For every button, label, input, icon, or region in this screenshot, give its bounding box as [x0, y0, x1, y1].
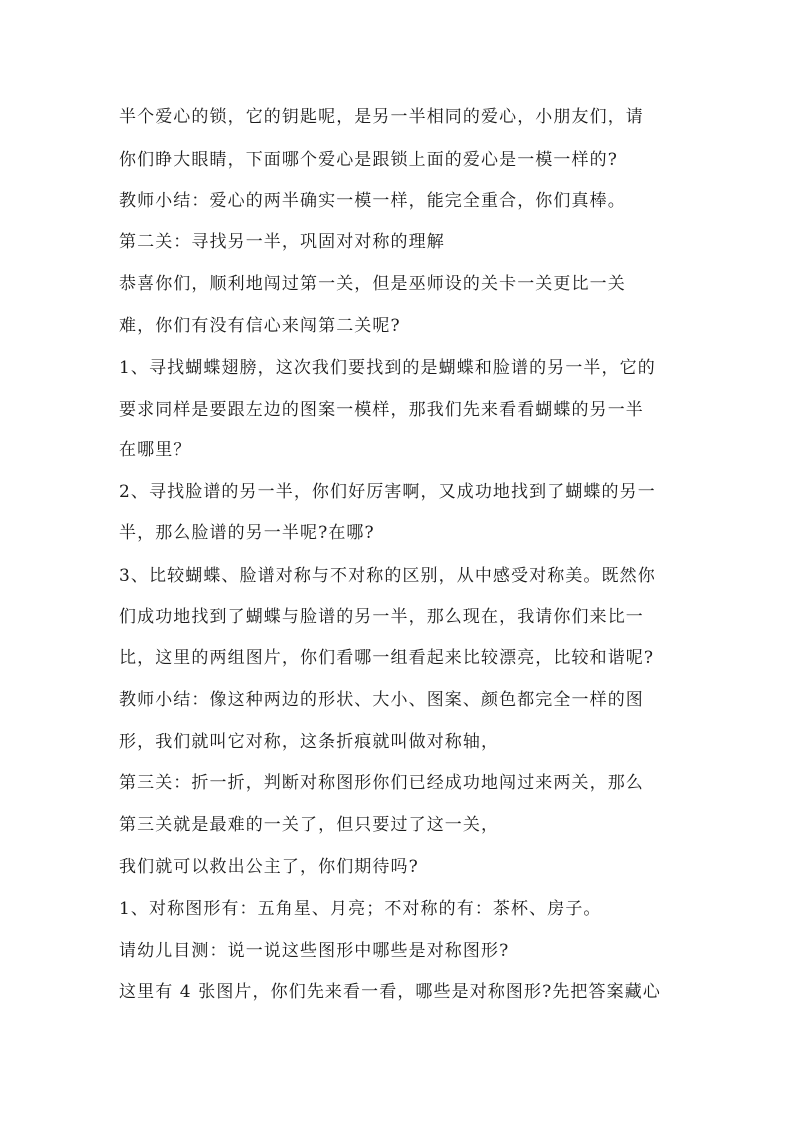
- text-line: 半，那么脸谱的另一半呢?在哪?: [119, 523, 375, 543]
- section-heading: 第三关：折一折，判断对称图形你们已经成功地闯过来两关，那么: [119, 773, 644, 793]
- text-line: 你们睁大眼睛，下面哪个爱心是跟锁上面的爱心是一模一样的?: [119, 150, 618, 170]
- text-line: 们成功地找到了蝴蝶与脸谱的另一半，那么现在，我请你们来比一: [119, 607, 644, 627]
- text-line: 这里有 4 张图片，你们先来看一看，哪些是对称图形?先把答案藏心: [119, 982, 661, 1002]
- text-line: 难，你们有没有信心来闯第二关呢?: [119, 316, 401, 336]
- text-line: 1、对称图形有：五角星、月亮；不对称的有：茶杯、房子。: [119, 899, 602, 919]
- text-line: 教师小结：爱心的两半确实一模一样，能完全重合，你们真棒。: [119, 191, 626, 211]
- text-line: 形，我们就叫它对称，这条折痕就叫做对称轴，: [119, 732, 500, 752]
- text-line: 要求同样是要跟左边的图案一模样，那我们先来看看蝴蝶的另一半: [119, 400, 644, 420]
- text-line: 我们就可以救出公主了，你们期待吗?: [119, 857, 419, 877]
- section-heading: 第二关：寻找另一半，巩固对对称的理解: [119, 232, 445, 252]
- text-line: 第三关就是最难的一关了，但只要过了这一关，: [119, 815, 500, 835]
- text-line: 1、寻找蝴蝶翅膀，这次我们要找到的是蝴蝶和脸谱的另一半，它的: [119, 358, 656, 378]
- text-line: 恭喜你们，顺利地闯过第一关，但是巫师设的关卡一关更比一关: [119, 274, 626, 294]
- text-line: 半个爱心的锁，它的钥匙呢，是另一半相同的爱心，小朋友们，请: [119, 107, 644, 127]
- text-line: 教师小结：像这种两边的形状、大小、图案、颜色都完全一样的图: [119, 690, 644, 710]
- text-line: 2、寻找脸谱的另一半，你们好厉害啊，又成功地找到了蝴蝶的另一: [119, 482, 656, 502]
- text-line: 比，这里的两组图片，你们看哪一组看起来比较漂亮，比较和谐呢?: [119, 648, 655, 668]
- text-line: 在哪里？: [119, 440, 192, 460]
- text-line: 3、比较蝴蝶、脸谱对称与不对称的区别，从中感受对称美。既然你: [119, 566, 656, 586]
- text-line: 请幼儿目测：说一说这些图形中哪些是对称图形?: [119, 941, 510, 961]
